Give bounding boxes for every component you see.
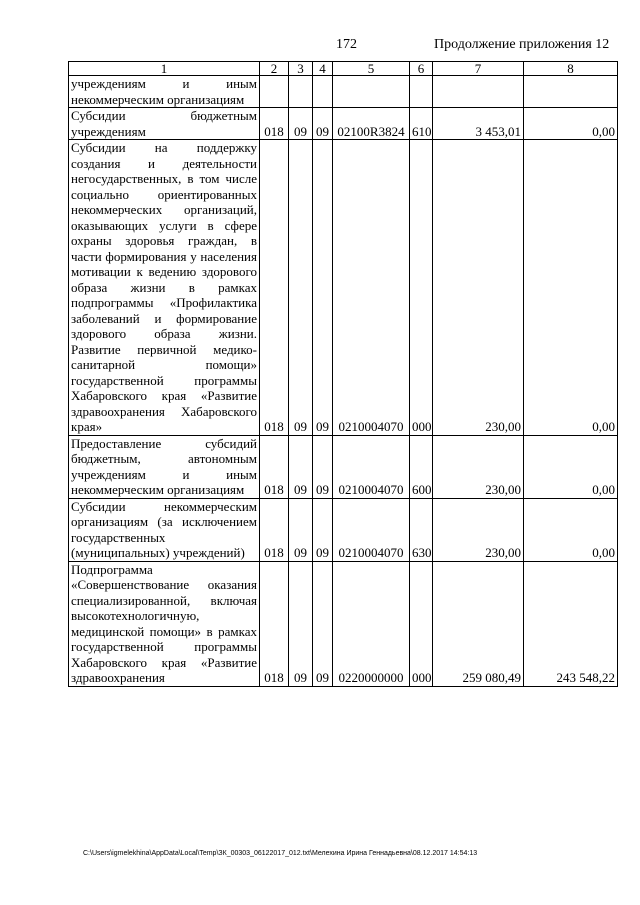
table-row: [69, 140, 618, 436]
cell-amount-actual: 0,00: [524, 498, 618, 561]
cell-ministry: 018: [260, 561, 289, 686]
table-row: [69, 108, 618, 140]
cell-amount-actual: 243 548,22: [524, 561, 618, 686]
cell-expense-type: 000: [410, 140, 433, 436]
col-header: 5: [333, 62, 410, 76]
col-header: 1: [69, 62, 260, 76]
col-header: 7: [433, 62, 524, 76]
cell-target: 02100R3824: [333, 108, 410, 140]
cell-amount-plan: 230,00: [433, 435, 524, 498]
cell-ministry: 018: [260, 108, 289, 140]
cell-section: 09: [289, 108, 313, 140]
table-row: [69, 498, 618, 561]
cell-amount-plan: 259 080,49: [433, 561, 524, 686]
col-header: 3: [289, 62, 313, 76]
cell-subsection: 09: [313, 108, 333, 140]
cell-amount-actual: [524, 76, 618, 108]
cell-section: [289, 76, 313, 108]
cell-subsection: 09: [313, 561, 333, 686]
table-row: [69, 435, 618, 498]
cell-expense-type: [410, 76, 433, 108]
page-number: 172: [336, 37, 357, 52]
cell-subsection: [313, 76, 333, 108]
col-header: 8: [524, 62, 618, 76]
cell-expense-type: 000: [410, 561, 433, 686]
cell-section: 09: [289, 498, 313, 561]
file-path-footer: C:\Users\igmelekhina\AppData\Local\Temp\ЗК_00303_06122017_012.txt\Мелехина Ирина Геннадьевна\08.12.2017 14:54:13: [83, 850, 478, 857]
table-row: [69, 76, 618, 108]
cell-expense-type: 610: [410, 108, 433, 140]
cell-section: 09: [289, 140, 313, 436]
cell-amount-plan: 230,00: [433, 498, 524, 561]
cell-expense-type: 630: [410, 498, 433, 561]
row-name: Подпрограмма «Совершенствование оказания специализированной, включая высокотехнологичную, медицинской помощи» в рамках государственной программы Хабаровского края «Развитие здравоохранения: [69, 561, 260, 686]
cell-ministry: 018: [260, 435, 289, 498]
cell-ministry: [260, 76, 289, 108]
row-name: Предоставление субсидий бюджетным, автономным учреждениям и иным некоммерческим организациям: [69, 435, 260, 498]
row-name: учреждениям и иным некоммерческим организациям: [69, 76, 260, 108]
col-header: 6: [410, 62, 433, 76]
cell-target: 0220000000: [333, 561, 410, 686]
cell-target: 0210004070: [333, 140, 410, 436]
cell-amount-plan: [433, 76, 524, 108]
cell-amount-actual: 0,00: [524, 140, 618, 436]
table-row: [69, 561, 618, 686]
header-row: [69, 62, 618, 76]
cell-subsection: 09: [313, 435, 333, 498]
row-name: Субсидии на поддержку создания и деятельности негосударственных, в том числе социально ориентированных некоммерческих организаций, оказывающих услуги в сфере охраны здоровья граждан, в части формирования у населения мотивации к ведению здорового образа жизни в рамках подпрограммы «Профилактика заболеваний и формирование здорового образа жизни. Развитие первичной медико-санитарной помощи» государственной программы Хабаровского края «Развитие здравоохранения Хабаровского края»: [69, 140, 260, 436]
row-name: Субсидии некоммерческим организациям (за исключением государственных (муниципальных) учреждений): [69, 498, 260, 561]
cell-ministry: 018: [260, 498, 289, 561]
cell-amount-plan: 3 453,01: [433, 108, 524, 140]
cell-amount-actual: 0,00: [524, 108, 618, 140]
budget-table: [68, 61, 618, 687]
cell-subsection: 09: [313, 498, 333, 561]
cell-subsection: 09: [313, 140, 333, 436]
cell-amount-plan: 230,00: [433, 140, 524, 436]
cell-target: [333, 76, 410, 108]
col-header: 4: [313, 62, 333, 76]
continuation-title: Продолжение приложения 12: [434, 37, 610, 52]
cell-ministry: 018: [260, 140, 289, 436]
cell-section: 09: [289, 435, 313, 498]
cell-target: 0210004070: [333, 435, 410, 498]
col-header: 2: [260, 62, 289, 76]
cell-target: 0210004070: [333, 498, 410, 561]
cell-expense-type: 600: [410, 435, 433, 498]
row-name: Субсидии бюджетным учреждениям: [69, 108, 260, 140]
cell-section: 09: [289, 561, 313, 686]
cell-amount-actual: 0,00: [524, 435, 618, 498]
